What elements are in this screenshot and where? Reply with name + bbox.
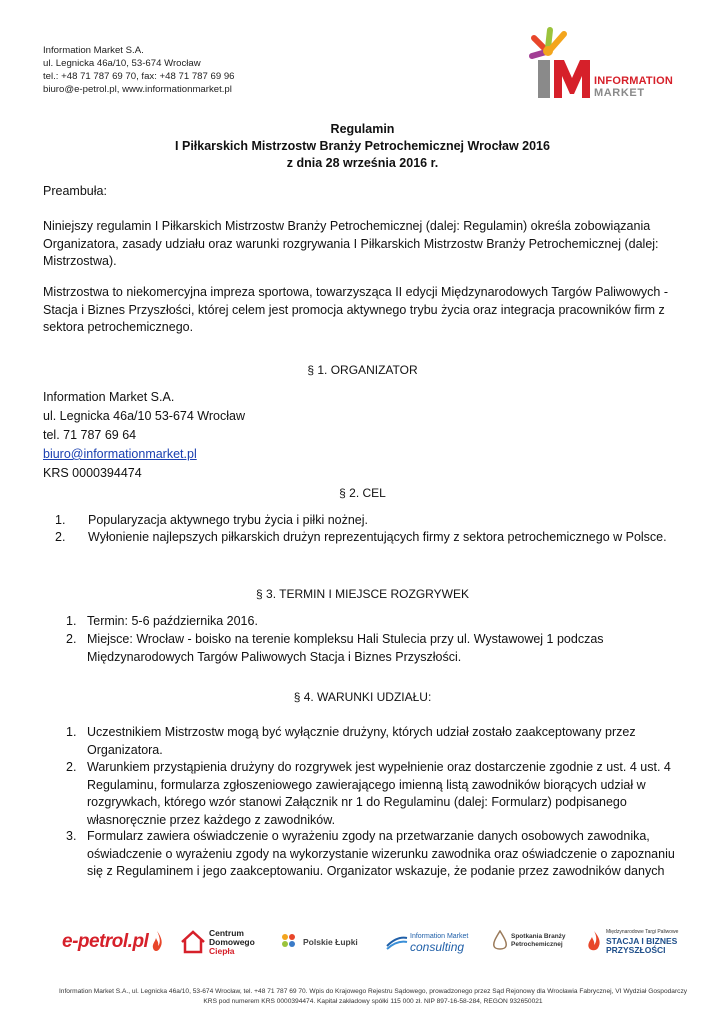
sponsor-logo-polskie-lupki [280,922,358,962]
header-contacts: biuro@e-petrol.pl, www.informationmarket.pl [43,84,232,95]
organizer-email-link[interactable]: biuro@informationmarket.pl [43,447,197,461]
section-1-heading: § 1. ORGANIZATOR [307,363,418,377]
sponsor-logo-epetrol [62,922,164,962]
information-market-logo [520,20,680,104]
targi-line-2: STACJA I BIZNES [606,935,678,946]
spotkania-line-1: Spotkania Branży [511,933,566,940]
doc-subtitle: I Piłkarskich Mistrzostw Branży Petrochemicznej Wrocław 2016 [175,139,550,153]
doc-title: Regulamin [330,122,395,136]
list-number: 2. [66,760,77,774]
house-icon [180,930,206,954]
list-number: 1. [66,614,77,628]
sponsor-logo-stacja-i-biznes [585,918,678,964]
targi-line-3: PRZYSZŁOŚCI [606,944,666,955]
section-2-heading: § 2. CEL [339,486,386,500]
drop-icon [492,930,508,952]
section-4-heading: § 4. WARUNKI UDZIAŁU: [293,690,432,704]
lupki-wordmark: Polskie Łupki [303,937,358,947]
logo-line-market: MARKET [594,87,645,99]
list-text: Warunkiem przystąpienia drużyny do rozgrywek jest wypełnienie oraz dostarczenie zgodnie z ust. 4 ust. 4 Regulaminu, formularza zgłoszeniowego zawierającego imienną listą zawodników biorących udział w rozgrywkach, którego wzór stanowi Załącznik nr 1 do Regulaminu (dalej: Formularz) podpisanego własnoręcznie przez każdego z zawodników. [87,760,671,827]
targi-line-1: Międzynarodowe Targi Paliwowe [606,928,679,935]
header-company: Information Market S.A. [43,45,144,56]
sponsor-logo-im-consulting [386,922,468,962]
list-number: 3. [66,829,77,843]
footer-legal-text: Information Market S.A., ul. Legnicka 46a/10, 53-674 Wrocław, tel. +48 71 787 69 70. Wpis do Krajowego Rejestru Sądowego, prowadzonego przez Sąd Rejonowy dla Wrocławia Fabrycznej, VI Wydział Gospodarczy KRS pod numerem KRS 0000394474. Kapitał zakładowy spółki 115 000 zł. NIP 897-16-58-284, REGON 932650021 [58,988,688,1005]
list-text: Miejsce: Wrocław - boisko na terenie kompleksu Hali Stulecia przy ul. Wystawowej 1 podczas Międzynarodowych Targów Paliwowych Stacja i Biznes Przyszłości. [87,632,604,664]
cdc-line-2: Domowego [209,936,255,947]
imc-line-1: Information Market [410,933,469,940]
list-number: 2. [66,632,77,646]
preamble-paragraph-2: Mistrzostwa to niekomercyjna impreza sportowa, towarzysząca II edycji Międzynarodowych Targów Paliwowych - Stacja i Biznes Przyszłości, której celem jest promocja aktywnego trybu życia oraz integracja pracowników firm z sektora petrochemicznego. [43,285,668,334]
list-number: 2. [55,530,66,544]
preamble-label: Preambuła: [43,184,107,198]
logo-line-information: INFORMATION [594,75,673,87]
organizer-krs: KRS 0000394474 [43,466,142,480]
header-address-block [43,44,235,96]
list-text: Uczestnikiem Mistrzostw mogą być wyłącznie drużyny, których udział zostało zaakceptowany przez Organizatora. [87,725,636,757]
flame-icon [585,930,603,952]
section-3-heading: § 3. TERMIN I MIEJSCE ROZGRYWEK [256,587,469,601]
list-number: 1. [55,513,66,527]
cdc-line-3: Ciepła [209,945,235,956]
sponsor-logo-centrum-domowego-ciepla [180,922,255,962]
imc-line-2: consulting [410,940,465,954]
list-text: Wyłonienie najlepszych piłkarskich drużyn reprezentujących firmy z sektora petrochemicznego w Polsce. [88,530,667,544]
header-address: ul. Legnicka 46a/10, 53-674 Wrocław [43,58,201,69]
list-number: 1. [66,725,77,739]
dots-icon [280,932,300,952]
flame-icon [150,930,164,954]
preamble-paragraph-1: Niniejszy regulamin I Piłkarskich Mistrzostw Branży Petrochemicznej (dalej: Regulamin) określa zobowiązania Organizatora, zasady udziału oraz warunki rozgrywania I Piłkarskich Mistrzostw Branży Petrochemicznej (dalej: Mistrzostwa). [43,219,659,268]
header-phones: tel.: +48 71 787 69 70, fax: +48 71 787 69 96 [43,71,235,82]
list-text: Formularz zawiera oświadczenie o wyrażeniu zgody na przetwarzanie danych osobowych zawodnika, oświadczenie o wyrażeniu zgody na wykorzystanie wizerunku zawodnika oraz oświadczenie o zapoznaniu się z Regulaminem i jego zaakceptowaniu. Organizator wskazuje, że podanie przez zawodników danych [87,829,675,878]
epetrol-wordmark: e-petrol.pl [62,931,149,952]
organizer-name: Information Market S.A. [43,390,175,404]
cdc-line-1: Centrum [209,927,244,938]
organizer-phone: tel. 71 787 69 64 [43,428,137,442]
organizer-block [43,388,245,483]
list-text: Termin: 5-6 października 2016. [87,614,258,628]
spotkania-line-2: Petrochemicznej [511,941,563,948]
stripes-icon [386,934,408,950]
doc-date: z dnia 28 września 2016 r. [286,156,439,170]
organizer-address: ul. Legnicka 46a/10 53-674 Wrocław [43,409,245,423]
list-text: Popularyzacja aktywnego trybu życia i piłki nożnej. [88,513,368,527]
sponsor-logo-spotkania [492,918,566,964]
